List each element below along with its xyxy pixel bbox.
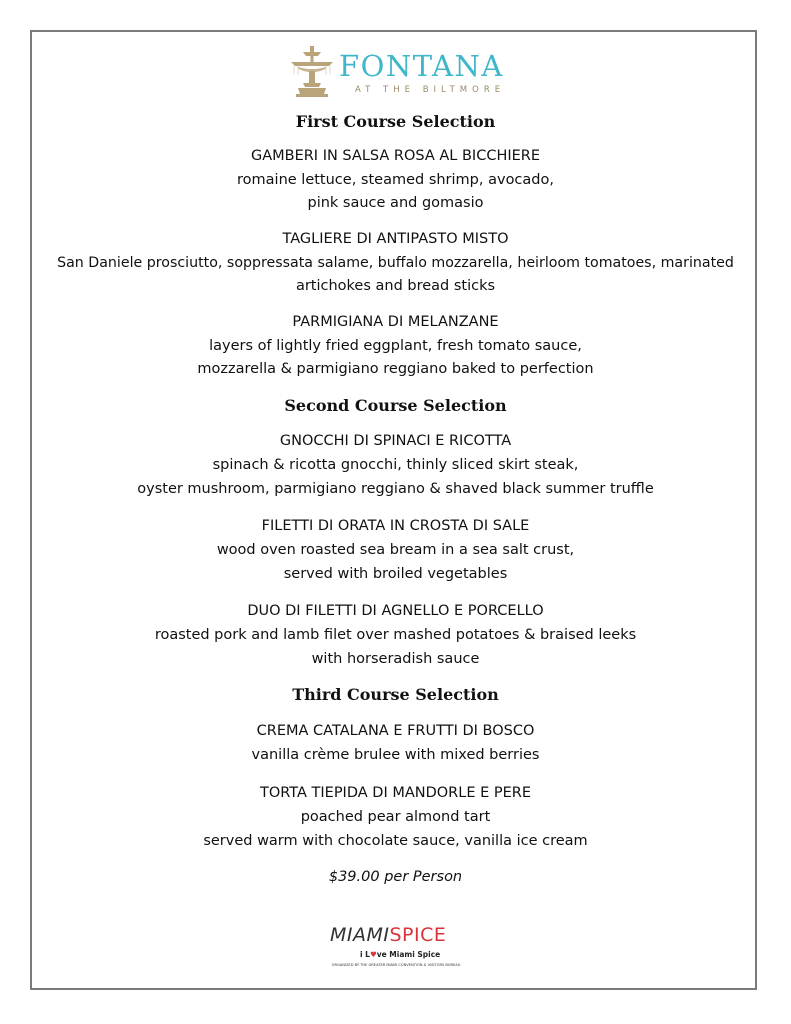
dish-name: CREMA CATALANA E FRUTTI DI BOSCO [256,723,535,739]
dish-name: TAGLIERE DI ANTIPASTO MISTO [282,231,509,247]
dish-description: romaine lettuce, steamed shrimp, avocado, [237,172,554,188]
dish-description: wood oven roasted sea bream in a sea salt crust, [216,542,575,558]
dish-description: spinach & ricotta gnocchi, thinly sliced skirt steak, [212,457,579,473]
price: $39.00 per Person [328,869,463,885]
dish-description: vanilla crème brulee with mixed berries [251,747,540,763]
wordmark-spice: SPICE [389,924,447,946]
dish-name: GNOCCHI DI SPINACI E RICOTTA [279,433,512,449]
dish-description: roasted pork and lamb filet over mashed potatoes & braised leeks [154,627,637,643]
logo-name: FONTANA [339,49,504,83]
dish-name: PARMIGIANA DI MELANZANE [292,314,499,330]
fountain-icon [289,44,335,98]
dish-name: FILETTI DI ORATA IN CROSTA DI SALE [261,518,530,534]
dish-description: with horseradish sauce [311,651,480,667]
miami-spice-wordmark [330,926,446,945]
course-title: Second Course Selection [284,396,507,415]
dish-description: San Daniele prosciutto, soppressata salame, buffalo mozzarella, heirloom tomatoes, marinated [57,255,734,271]
miami-spice-logo [326,926,466,974]
dish-description: pink sauce and gomasio [307,195,484,211]
dish-name: TORTA TIEPIDA DI MANDORLE E PERE [259,785,532,801]
dish-name: DUO DI FILETTI DI AGNELLO E PORCELLO [247,603,544,619]
dish-description: served with broiled vegetables [283,566,508,582]
wordmark-miami: MIAMI [330,924,390,946]
miami-spice-organizer: ORGANIZED BY THE GREATER MIAMI CONVENTION & VISITORS BUREAU [331,963,461,967]
heart-icon: ♥ [369,950,377,959]
tagline-part-b: ve Miami Spice [376,950,441,959]
dish-description: mozzarella & parmigiano reggiano baked to perfection [197,361,594,377]
miami-spice-tagline [360,950,440,959]
dish-description: artichokes and bread sticks [295,278,496,294]
dish-description: poached pear almond tart [300,809,491,825]
dish-name: GAMBERI IN SALSA ROSA AL BICCHIERE [250,148,541,164]
tagline-part-a: i L [360,950,370,959]
dish-description: layers of lightly fried eggplant, fresh tomato sauce, [209,338,582,354]
dish-description: oyster mushroom, parmigiano reggiano & shaved black summer truffle [137,481,654,497]
logo-subtitle: AT THE BILTMORE [355,85,506,95]
course-title: Third Course Selection [292,685,499,704]
course-title: First Course Selection [295,112,496,131]
fontana-logo [0,44,791,100]
dish-description: served warm with chocolate sauce, vanilla ice cream [203,833,588,849]
